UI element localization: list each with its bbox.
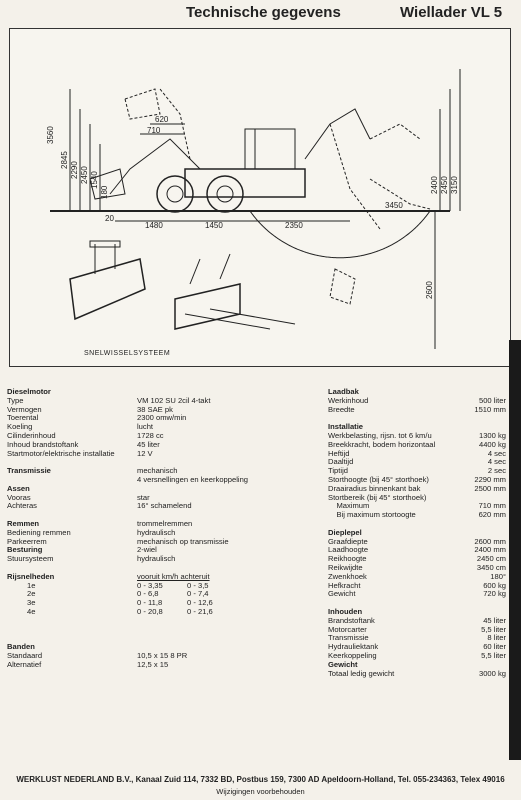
speed-reverse: 0 - 3,5	[187, 580, 209, 590]
binder-edge-strip	[509, 340, 521, 760]
spec-label: Bij maximum stortoogte	[328, 510, 416, 520]
page-title: Technische gegevens	[186, 4, 341, 21]
spec-value: 3000 kg	[478, 668, 506, 678]
spec-label: Stuursysteem	[7, 554, 54, 564]
speed-forward: 0 - 3,35	[137, 580, 163, 590]
spec-value: 38 SAE pk	[137, 404, 173, 414]
spec-value: 2450 cm	[476, 554, 506, 564]
spec-label: Vooras	[7, 492, 31, 502]
dim-v-2450-right: 2450	[440, 176, 449, 194]
spec-value: hydraulisch	[137, 554, 176, 564]
spec-label: Werkinhoud	[328, 395, 369, 405]
right-spec-column	[328, 388, 506, 678]
section-rijsnelheden: Rijsnelheden	[7, 571, 55, 581]
spec-value: 2300 omw/min	[137, 413, 187, 423]
spec-value: 1300 kg	[478, 430, 506, 440]
dim-h-1450: 1450	[205, 221, 223, 230]
spec-label: Vermogen	[7, 404, 42, 414]
speed-forward: 0 - 6,8	[137, 589, 159, 599]
spec-value: 8 liter	[487, 633, 506, 643]
spec-label: Bediening remmen	[7, 527, 71, 537]
spec-value: 2290 mm	[474, 474, 506, 484]
spec-label: Graafdiepte	[328, 536, 368, 546]
left-spec-column	[7, 388, 257, 670]
spec-label: Koeling	[7, 422, 33, 432]
spec-value: 2500 mm	[474, 483, 506, 493]
spec-value: 180°	[490, 571, 506, 581]
spec-label: Draairadius binnenkant bak	[328, 483, 421, 493]
dim-v-2450: 2450	[80, 166, 89, 184]
dim-h-2350: 2350	[285, 221, 303, 230]
dim-h-620: 620	[155, 115, 169, 124]
spec-value: 710 mm	[478, 501, 506, 511]
footer-disclaimer: Wijzigingen voorbehouden	[216, 787, 305, 796]
speed-reverse: 0 - 21,6	[187, 606, 213, 616]
dim-v-2400: 2400	[430, 176, 439, 194]
speed-header: vooruit km/h achteruit	[137, 571, 210, 581]
speed-forward: 0 - 20,8	[137, 606, 163, 616]
dim-v-3150: 3150	[450, 176, 459, 194]
spec-label: Reikwijdte	[328, 562, 363, 572]
spec-label: Breekkracht, bodem horizontaal	[328, 439, 436, 449]
spec-label: Toerental	[7, 413, 39, 423]
spec-value: 16° schamelend	[137, 501, 192, 511]
page-header	[0, 0, 521, 24]
spec-value: 720 kg	[483, 589, 506, 599]
spec-value: 2-wiel	[137, 545, 157, 555]
spec-value: 4 versnellingen en keerkoppeling	[137, 474, 249, 484]
spec-value: 5,5 liter	[481, 624, 506, 634]
spec-value: 1728 cc	[137, 430, 164, 440]
spec-value: 500 liter	[478, 395, 506, 405]
section-remmen: Remmen	[7, 518, 40, 528]
speed-reverse: 0 - 12,6	[187, 598, 213, 608]
dim-h-710: 710	[147, 126, 161, 135]
spec-label: Keerkoppeling	[328, 650, 377, 660]
spec-label: Hydrauliektank	[328, 642, 379, 652]
spec-label: Maximum	[328, 501, 370, 511]
spec-value: 5,5 liter	[481, 650, 506, 660]
spec-value: trommelremmen	[137, 518, 193, 528]
section-installatie: Installatie	[328, 422, 364, 432]
spec-value: 2 sec	[487, 466, 506, 476]
section-dieselmotor: Dieselmotor	[7, 387, 51, 396]
spec-label: Type	[7, 395, 24, 405]
dim-h-1480: 1480	[145, 221, 163, 230]
section-inhouden: Inhouden	[328, 606, 363, 616]
gear-label: 3e	[27, 598, 36, 608]
spec-value: 4400 kg	[478, 439, 506, 449]
spec-value: 4 sec	[487, 457, 506, 467]
section-besturing: Besturing	[7, 545, 43, 555]
dim-h-20: 20	[105, 214, 114, 223]
spec-value: 3450 cm	[476, 562, 506, 572]
spec-label: Brandstoftank	[328, 615, 375, 625]
spec-value: 60 liter	[483, 642, 506, 652]
section-assen: Assen	[7, 483, 30, 493]
model-title: Wiellader VL 5	[400, 4, 503, 21]
spec-value: 1510 mm	[474, 404, 506, 414]
drawing-caption: SNELWISSELSYSTEEM	[84, 350, 171, 357]
spec-label: Tiptijd	[328, 466, 348, 476]
dim-v-2290: 2290	[70, 161, 79, 179]
spec-value: 4 sec	[487, 448, 506, 458]
spec-value: star	[137, 492, 150, 502]
spec-label: Hefkracht	[328, 580, 361, 590]
footer-address: WERKLUST NEDERLAND B.V., Kanaal Zuid 114, 7332 BD, Postbus 159, 7300 AD Apeldoorn-Holland, Tel. 055-234363, Telex 49016	[16, 775, 505, 784]
spec-label: Stortbereik (bij 45° storthoek)	[328, 492, 427, 502]
spec-value: 12 V	[137, 448, 153, 458]
spec-label: Laadhoogte	[328, 545, 369, 555]
dim-h-3450: 3450	[385, 201, 403, 210]
spec-label: Werkbelasting, rijsn. tot 6 km/u	[328, 430, 432, 440]
spec-label: Gewicht	[328, 589, 356, 599]
section-transmissie: Transmissie	[7, 466, 51, 476]
loader-drawing-svg	[10, 29, 510, 366]
spec-value: lucht	[137, 422, 154, 432]
spec-value: 600 kg	[483, 580, 506, 590]
speed-forward: 0 - 11,8	[137, 598, 163, 608]
section-laadbak: Laadbak	[328, 387, 359, 396]
dim-v-1540: 1540	[90, 171, 99, 189]
gear-label: 1e	[27, 580, 36, 590]
spec-label: Transmissie	[328, 633, 369, 643]
dim-v-2845: 2845	[60, 151, 69, 169]
spec-value: 2600 mm	[474, 536, 506, 546]
spec-value: 45 liter	[137, 439, 160, 449]
spec-label: Achteras	[7, 501, 37, 511]
spec-value: VM 102 SU 2cil 4-takt	[137, 395, 211, 405]
spec-label: Daaltijd	[328, 457, 354, 467]
spec-label: Standaard	[7, 650, 43, 660]
spec-label: Cilinderinhoud	[7, 430, 56, 440]
spec-label: Inhoud brandstoftank	[7, 439, 79, 449]
spec-value: 10,5 x 15 8 PR	[137, 650, 188, 660]
spec-label: Motorcarter	[328, 624, 367, 634]
gear-label: 2e	[27, 589, 36, 599]
spec-value: 12,5 x 15	[137, 659, 169, 669]
spec-label: Alternatief	[7, 659, 42, 669]
spec-label: Totaal ledig gewicht	[328, 668, 395, 678]
spec-value: 2400 mm	[474, 545, 506, 555]
spec-value: hydraulisch	[137, 527, 176, 537]
spec-label: Heftijd	[328, 448, 350, 458]
gear-label: 4e	[27, 606, 36, 616]
dim-v-180: 180	[100, 185, 109, 199]
spec-label: Startmotor/elektrische installatie	[7, 448, 115, 458]
technical-drawing	[9, 28, 511, 367]
section-dieplepel: Dieplepel	[328, 527, 362, 537]
spec-label: Zwenkhoek	[328, 571, 367, 581]
dim-v-2600: 2600	[425, 281, 434, 299]
spec-label: Storthoogte (bij 45° storthoek)	[328, 474, 429, 484]
spec-value: mechanisch op transmissie	[137, 536, 229, 546]
spec-label: Breedte	[328, 404, 355, 414]
spec-value: 620 mm	[478, 510, 506, 520]
spec-label: Parkeerrem	[7, 536, 47, 546]
dim-v-3560: 3560	[46, 126, 55, 144]
section-gewicht: Gewicht	[328, 659, 358, 669]
speed-reverse: 0 - 7,4	[187, 589, 209, 599]
section-banden: Banden	[7, 642, 35, 652]
spec-label: Reikhoogte	[328, 554, 367, 564]
spec-value: 45 liter	[483, 615, 506, 625]
spec-value: mechanisch	[137, 466, 178, 476]
